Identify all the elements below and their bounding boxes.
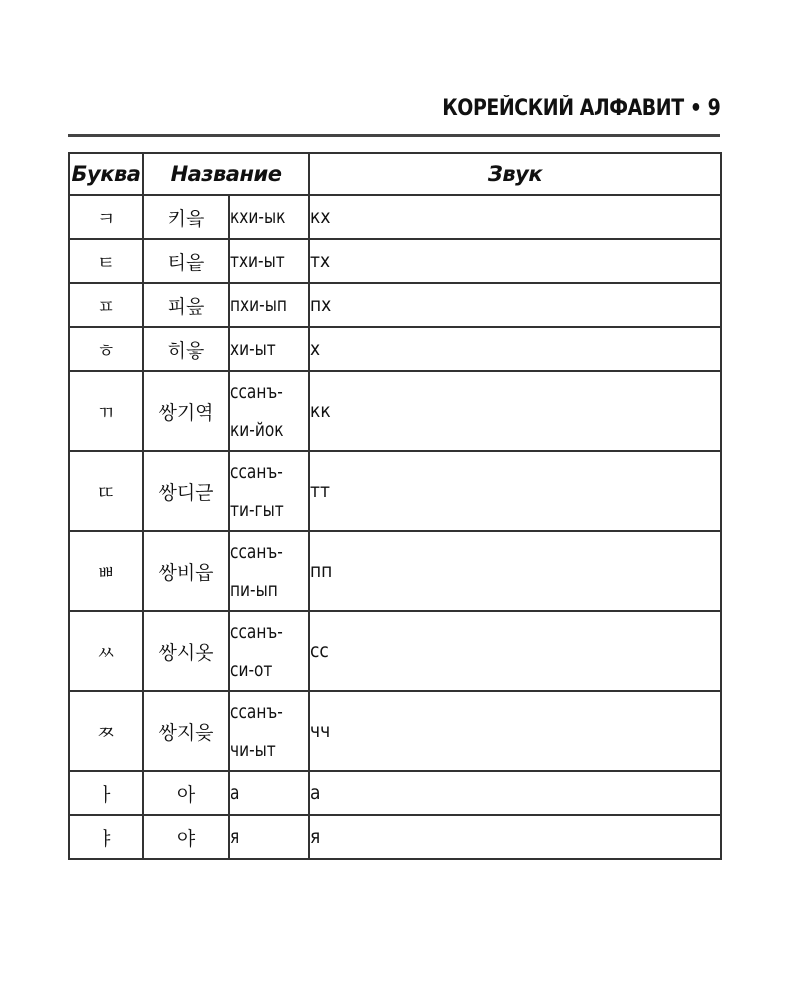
hangul-name-cell: 히읗 [143,327,229,371]
letter-cell: ㅋ [69,195,143,239]
romanized-name-line: хи-ыт [230,338,276,360]
hangul-name-cell: 쌍시옷 [143,611,229,691]
hangul-name-cell: 쌍지읒 [143,691,229,771]
table-row [69,371,721,451]
sound-text: х [310,338,321,360]
letter-cell: ㄲ [69,371,143,451]
romanized-name-line: тхи-ыт [230,250,285,272]
table-row [69,239,721,283]
romanized-name-line: кхи-ык [230,206,286,228]
romanized-name-cell [229,283,309,327]
table-row [69,815,721,859]
sound-cell [309,611,721,691]
table-row [69,283,721,327]
hangul-name-cell: 야 [143,815,229,859]
sound-cell [309,771,721,815]
table-body [69,195,721,859]
romanized-name-cell [229,771,309,815]
sound-text: кх [310,206,331,228]
sound-text: пп [310,560,333,582]
sound-cell [309,531,721,611]
romanized-name-line: ти-гыт [230,499,284,521]
romanized-name-line: пи-ып [230,579,278,601]
hangul-name-cell: 피읖 [143,283,229,327]
sound-cell [309,327,721,371]
sound-text: тт [310,480,330,502]
letter-cell: ㅌ [69,239,143,283]
letter-cell: ㅏ [69,771,143,815]
sound-cell [309,195,721,239]
romanized-name-cell [229,327,309,371]
romanized-name-line: ки-йок [230,419,284,441]
letter-cell: ㅉ [69,691,143,771]
letter-cell: ㅎ [69,327,143,371]
sound-cell [309,371,721,451]
sound-text: я [310,826,321,848]
hangul-name-cell: 키읔 [143,195,229,239]
romanized-name-line: ссанъ- [230,701,283,723]
sound-text: а [310,782,321,804]
sound-text: сс [310,640,329,662]
romanized-name-cell [229,195,309,239]
sound-cell [309,815,721,859]
romanized-name-cell [229,815,309,859]
romanized-name-cell [229,611,309,691]
letter-cell: ㄸ [69,451,143,531]
sound-cell [309,691,721,771]
sound-text: пх [310,294,332,316]
letter-cell: ㅍ [69,283,143,327]
table-row [69,691,721,771]
table-row [69,531,721,611]
romanized-name-line: я [230,826,240,848]
romanized-name-line: ссанъ- [230,381,283,403]
romanized-name-line: а [230,782,240,804]
sound-cell [309,283,721,327]
sound-text: кк [310,400,331,422]
sound-cell [309,451,721,531]
sound-text: тх [310,250,331,272]
table-row [69,771,721,815]
romanized-name-line: чи-ыт [230,739,276,761]
letter-cell: ㅑ [69,815,143,859]
column-header-sound: Звук [309,153,721,195]
romanized-name-line: ссанъ- [230,541,283,563]
table-row [69,451,721,531]
alphabet-table [68,152,722,860]
romanized-name-line: си-от [230,659,273,681]
sound-text: чч [310,720,331,742]
table-row [69,327,721,371]
page-header [68,92,720,137]
sound-cell [309,239,721,283]
hangul-name-cell: 쌍디귿 [143,451,229,531]
table-row [69,195,721,239]
romanized-name-line: ссанъ- [230,621,283,643]
romanized-name-cell [229,691,309,771]
romanized-name-cell [229,531,309,611]
romanized-name-cell [229,371,309,451]
letter-cell: ㅃ [69,531,143,611]
romanized-name-line: ссанъ- [230,461,283,483]
romanized-name-line: пхи-ып [230,294,287,316]
hangul-name-cell: 티읕 [143,239,229,283]
hangul-name-cell: 쌍비읍 [143,531,229,611]
table-header-row [69,153,721,195]
page-title: КОРЕЙСКИЙ АЛФАВИТ • 9 [441,96,720,121]
romanized-name-cell [229,239,309,283]
table-row [69,611,721,691]
hangul-name-cell: 아 [143,771,229,815]
romanized-name-cell [229,451,309,531]
letter-cell: ㅆ [69,611,143,691]
column-header-letter: Буква [69,153,143,195]
hangul-name-cell: 쌍기역 [143,371,229,451]
column-header-name: Название [143,153,309,195]
